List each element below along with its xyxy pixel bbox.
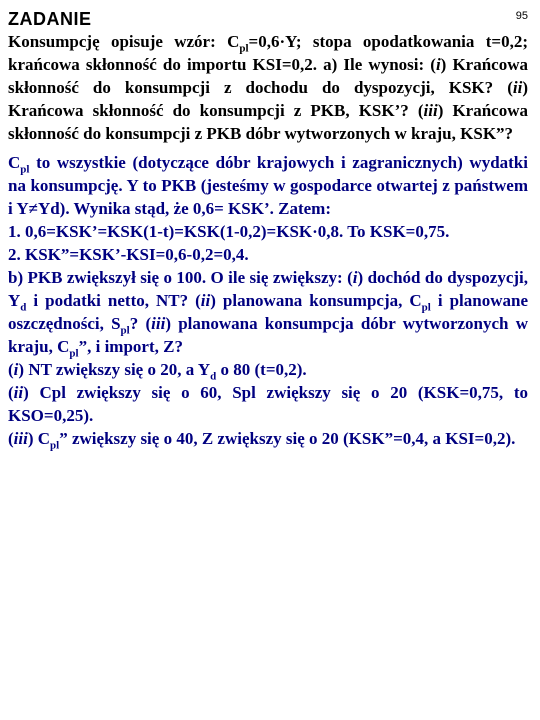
answer-text: ”, i import, Z?	[78, 337, 183, 356]
answer-intro	[8, 151, 528, 220]
answer-text: ? (	[129, 314, 152, 333]
answer-step-2: 2. KSK”=KSK’-KSI=0,6-0,2=0,4.	[8, 245, 249, 264]
answer-subscript: pl	[421, 301, 431, 314]
answer-subscript: d	[20, 301, 27, 314]
answer-roman: i	[352, 268, 358, 287]
answer-text: ) planowana konsumpcja dóbr wytworzonych w kraju, C	[8, 314, 529, 356]
answer-text: i podatki netto, NT? (	[26, 291, 201, 310]
answer-text: ) C	[27, 429, 51, 448]
answer-subscript: pl	[50, 439, 60, 452]
task-roman: i	[435, 55, 441, 74]
page-title: ZADANIE	[8, 9, 92, 29]
answer-roman: ii	[200, 291, 211, 310]
answer-text: ” zwiększy się o 40, Z zwiększy się o 20 (KSK”=0,4, a KSI=0,2).	[59, 429, 516, 448]
result-2	[8, 381, 528, 427]
answer-subscript: pl	[20, 163, 30, 176]
task-subscript: pl	[239, 42, 249, 55]
task-text: ) Krańcowa skłonność do konsumpcji z PKB dóbr wytworzonych w kraju, KSK”?	[8, 101, 528, 143]
slide-page	[8, 8, 528, 450]
answer-text: ) planowana konsumpcja, C	[210, 291, 422, 310]
answer-subscript: pl	[120, 324, 130, 337]
answer-text: C	[8, 153, 21, 172]
answer-roman: i	[13, 360, 19, 379]
result-3	[8, 427, 528, 450]
answer-subscript: pl	[69, 347, 79, 360]
task-text: ) Krańcowa skłonność do konsumpcji z PKB, KSK’? (	[8, 78, 528, 120]
answer-block	[8, 151, 528, 450]
answer-text: b) PKB zwiększył się o 100. O ile się zwiększy: (	[8, 268, 353, 287]
answer-roman: iii	[151, 314, 166, 333]
answer-text: to wszystkie (dotyczące dóbr krajowych i zagranicznych) wydatki na konsumpcję. Y to PKB (jesteśmy w gospodarce otwartej z państwem i Y≠Yd). Wynika stąd, że 0,6= KSK’. Zatem:	[8, 153, 528, 218]
answer-text: ) dochód do dyspozycji, Y	[8, 268, 528, 310]
task-text: ) Krańcowa skłonność do konsumpcji z dochodu do dyspozycji, KSK? (	[8, 55, 528, 97]
task-text: =0,6·Y; stopa opodatkowania t=0,2; krańcowa skłonność do importu KSI=0,2. a) Ile wynosi: (	[8, 32, 528, 74]
answer-text: ) Cpl zwiększy się o 60, Spl zwiększy się o 20 (KSK=0,75, to KSO=0,25).	[8, 383, 528, 425]
task-roman: ii	[512, 78, 523, 97]
answer-subscript: d	[210, 370, 217, 383]
task-paragraph	[8, 30, 528, 145]
answer-text: i planowane oszczędności, S	[8, 291, 529, 333]
question-b	[8, 266, 528, 358]
answer-step-1: 1. 0,6=KSK’=KSK(1-t)=KSK(1-0,2)=KSK·0,8. To KSK=0,75.	[8, 222, 450, 241]
page-number: 95	[515, 10, 528, 22]
answer-text: (	[8, 429, 14, 448]
answer-text: (	[8, 383, 14, 402]
result-1	[8, 358, 528, 381]
answer-text: o 80 (t=0,2).	[216, 360, 307, 379]
answer-roman: ii	[13, 383, 24, 402]
task-roman: iii	[423, 101, 438, 120]
answer-text: ) NT zwiększy się o 20, a Y	[18, 360, 211, 379]
answer-text: (	[8, 360, 14, 379]
answer-roman: iii	[13, 429, 28, 448]
task-text: Konsumpcję opisuje wzór: C	[8, 32, 240, 51]
